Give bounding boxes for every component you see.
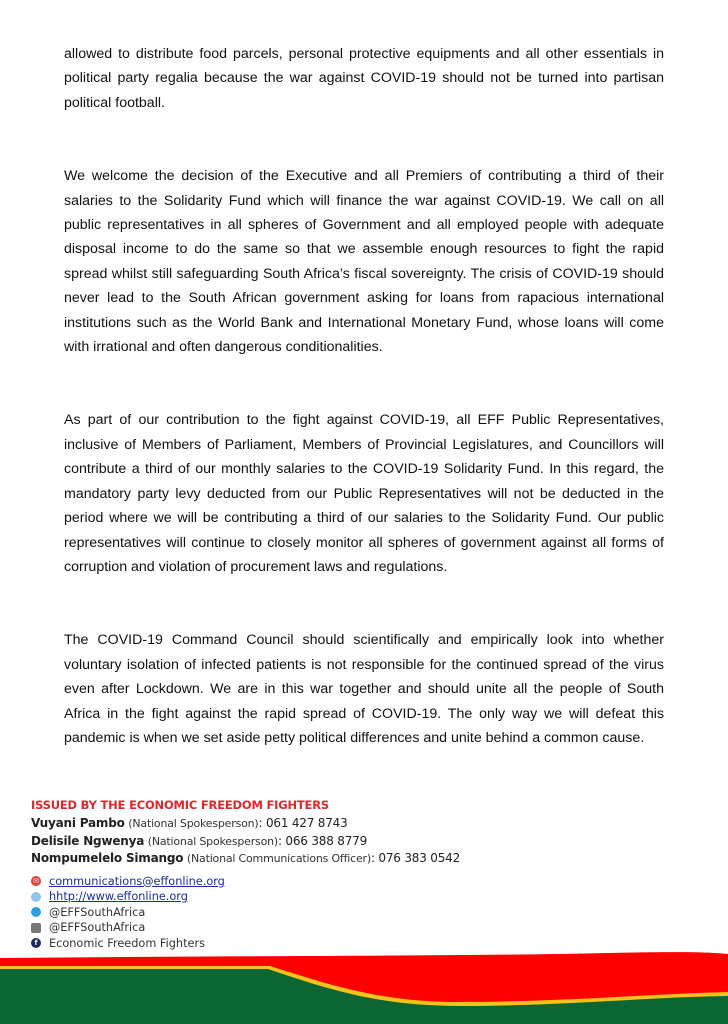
email-link[interactable]: communications@effonline.org [49, 874, 225, 888]
website-row [31, 889, 460, 905]
contact-name: Delisile Ngwenya [31, 833, 145, 848]
twitter-row [31, 905, 460, 921]
contact-phone: : 066 388 8779 [277, 833, 368, 848]
footer [31, 798, 460, 951]
email-row [31, 874, 460, 890]
paragraph: The COVID-19 Command Council should scientifically and empirically look into whether voluntary isolation of infected patients is not responsible for the continued spread of the virus even after Lockdown. We are in this war together and should unite all the people of South Africa in the fight against the rapid spread of COVID-19. The only way we will defeat this pandemic is when we set aside petty political differences and unite behind a common cause. [64, 632, 664, 746]
contact-role: (National Communications Officer) [186, 852, 371, 865]
twitter-handle: @EFFSouthAfrica [49, 905, 146, 919]
contact-role: (National Spokesperson) [147, 834, 278, 848]
contact-3 [31, 850, 460, 868]
paragraph: We welcome the decision of the Executive and all Premiers of contributing a third of their salaries to the Solidarity Fund which will finance the war against COVID-19. We call on all public representatives in all spheres of Government and all employed people with adequate disposal income to do the same so that we assemble enough resources to fight the rapid spread whilst still safeguarding South Africa’s fiscal sovereignty. The crisis of COVID-19 should never lead to the South African government asking for loans from rapacious international institutions such as the World Bank and International Monetary Fund, whose loans will come with irrational and often dangerous conditionalities. [64, 168, 664, 356]
contact-phone: : 076 383 0542 [370, 851, 461, 865]
statement-body [64, 42, 664, 799]
paragraph: allowed to distribute food parcels, personal protective equipments and all other essentials in political party regalia because the war against COVID-19 should not be turned into partisan political football. [64, 46, 664, 111]
facebook-icon: f [31, 938, 41, 948]
contact-name: Vuyani Pambo [31, 816, 125, 830]
contact-phone: : 061 427 8743 [258, 816, 348, 830]
contact-2 [31, 833, 460, 851]
twitter-icon [31, 907, 41, 917]
email-icon: ✉ [31, 876, 41, 886]
paragraph: As part of our contribution to the fight against COVID-19, all EFF Public Representatives, inclusive of Members of Parliament, Members of Provincial Legislatures, and Councillors will contribute a third of our monthly salaries to the COVID-19 Solidarity Fund. In this regard, the mandatory party levy deducted from our Public Representatives will not be deducted in the period where we will be contributing a third of our salaries to the Solidarity Fund. Our public representatives will continue to closely monitor all spheres of government against all forms of corruption and violation of procurement laws and regulations. [64, 412, 664, 575]
contact-1 [31, 815, 460, 833]
facebook-page: Economic Freedom Fighters [49, 936, 205, 950]
flag-banner [0, 930, 728, 1024]
globe-icon [31, 892, 41, 902]
instagram-handle: @EFFSouthAfrica [49, 921, 146, 934]
contact-role: (National Spokesperson) [128, 817, 259, 830]
contact-name: Nompumelelo Simango [31, 851, 184, 865]
website-link[interactable]: hhtp://www.effonline.org [49, 890, 188, 903]
issued-by: ISSUED BY THE ECONOMIC FREEDOM FIGHTERS [31, 798, 329, 812]
